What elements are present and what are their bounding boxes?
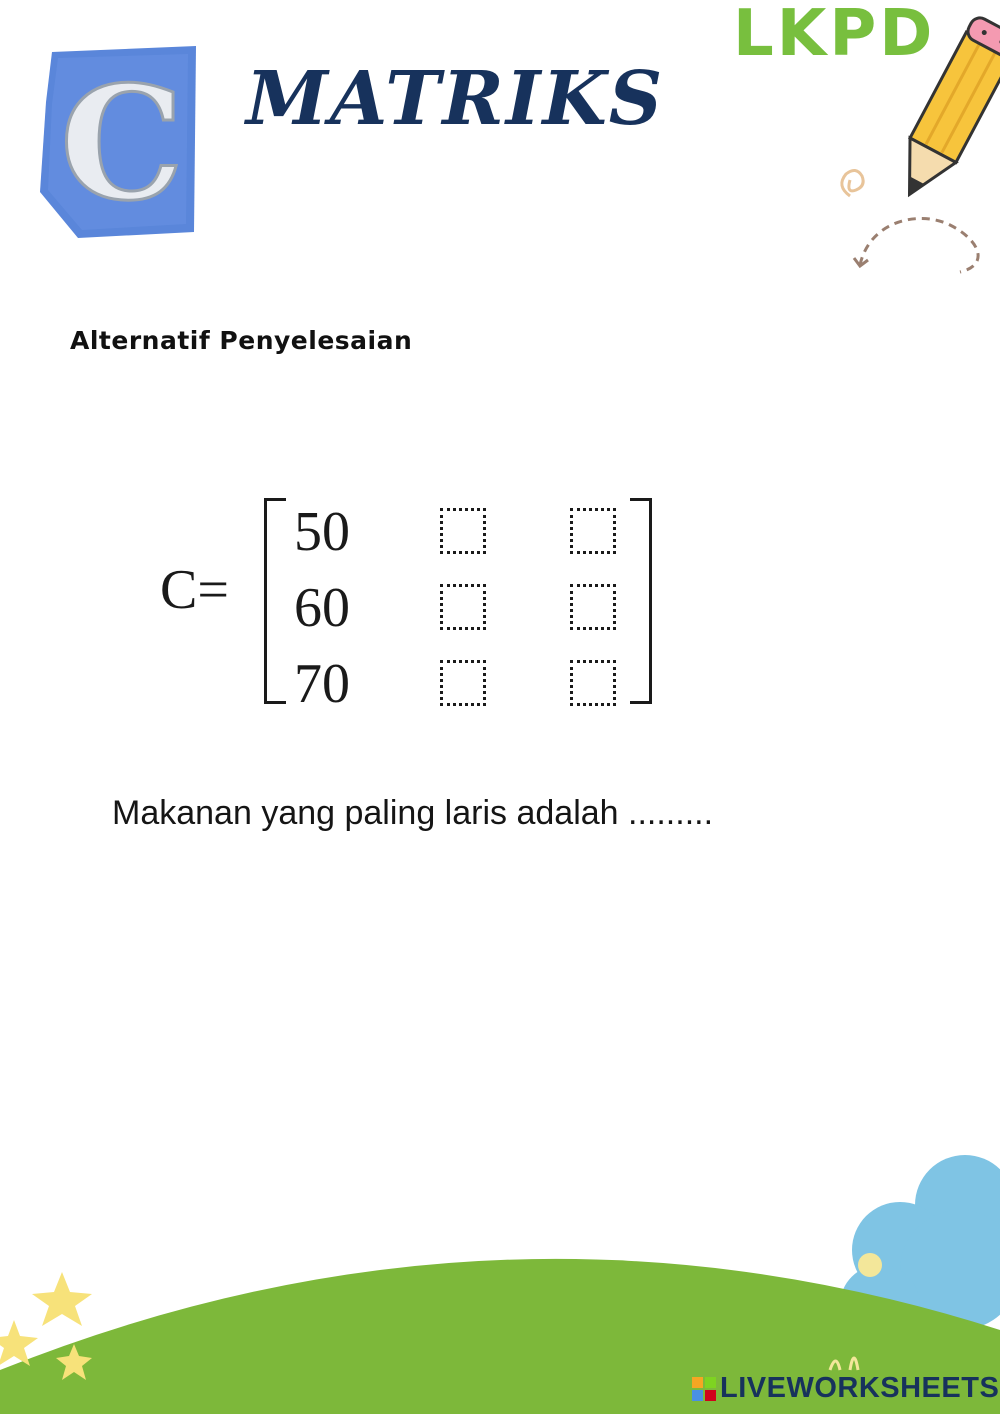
matrix-left-bracket	[264, 498, 286, 704]
liveworksheets-brand	[692, 1374, 999, 1403]
matrix-c	[160, 490, 680, 720]
section-subheading: Alternatif Penyelesaian	[70, 326, 413, 355]
liveworksheets-logo-icon	[692, 1377, 716, 1401]
lkpd-label: LKPD	[733, 0, 936, 71]
page-title: MATRIKS	[246, 56, 665, 142]
brand-text: LIVEWORKSHEETS	[720, 1372, 1000, 1404]
matrix-cell-r3c1: 70	[294, 653, 350, 715]
pencil-icon	[830, 10, 1000, 285]
matrix-blank-r3c2[interactable]	[440, 660, 486, 706]
matrix-blank-r1c3[interactable]	[570, 508, 616, 554]
question-text: Makanan yang paling laris adalah .........	[112, 794, 714, 832]
matrix-right-bracket	[630, 498, 652, 704]
matrix-blank-r2c2[interactable]	[440, 584, 486, 630]
matrix-cell-r2c1: 60	[294, 577, 350, 639]
matrix-label: C=	[160, 559, 229, 621]
matrix-blank-r3c3[interactable]	[570, 660, 616, 706]
matrix-blank-r2c3[interactable]	[570, 584, 616, 630]
badge-letter: C	[59, 52, 185, 235]
matrix-cell-r1c1: 50	[294, 501, 350, 563]
letter-c-badge	[38, 42, 198, 238]
matrix-blank-r1c2[interactable]	[440, 508, 486, 554]
